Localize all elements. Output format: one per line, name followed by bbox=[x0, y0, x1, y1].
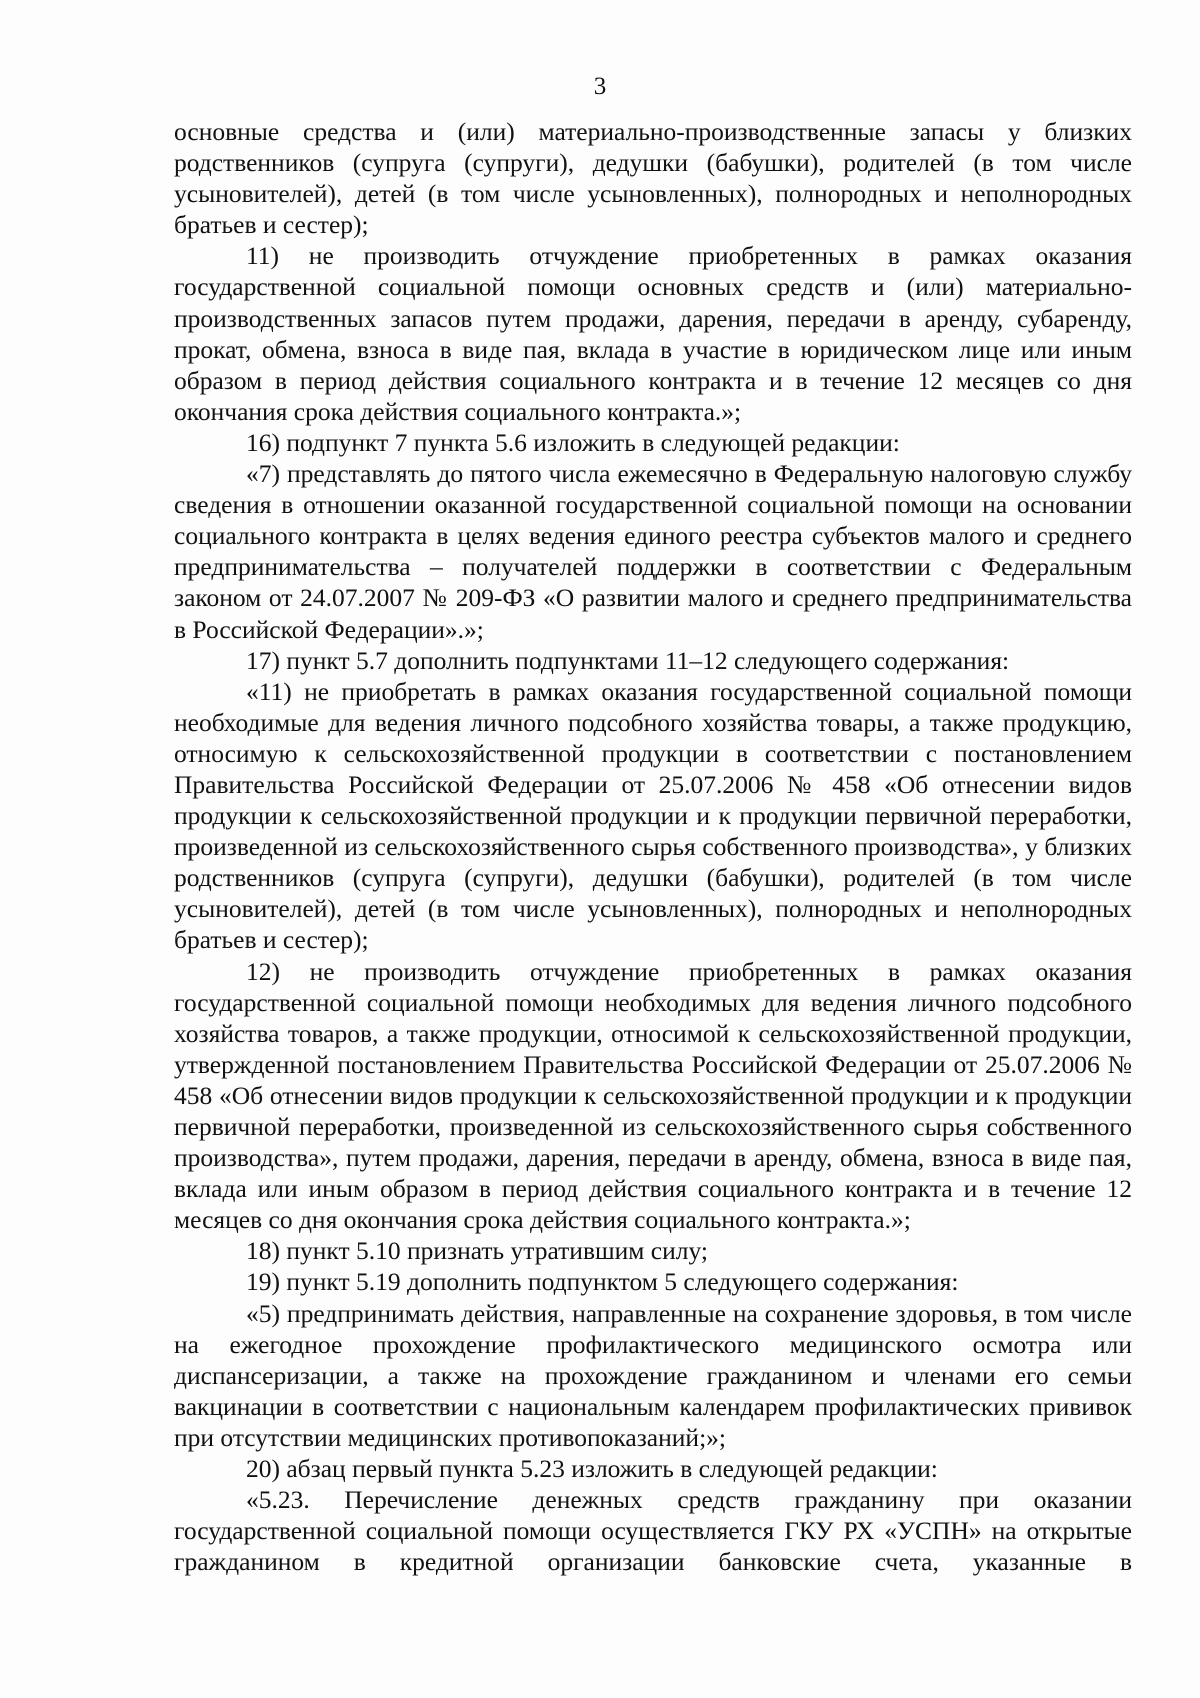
paragraph: «7) представлять до пятого числа ежемесячно в Федеральную налоговую службу сведения в отношении оказанной государственной социальной помощи на основании социального контракта в целях ведения единого реестра субъектов малого и среднего предпринимательства – получателей поддержки в соответствии с Федеральным законом от 24.07.2007 № 209-ФЗ «О развитии малого и среднего предпринимательства в Российской Федерации».»; bbox=[174, 459, 1132, 644]
paragraph: 20) абзац первый пункта 5.23 изложить в следующей редакции: bbox=[246, 1454, 938, 1484]
paragraph: 18) пункт 5.10 признать утратившим силу; bbox=[246, 1236, 708, 1266]
paragraph: «5) предпринимать действия, направленные на сохранение здоровья, в том числе на ежегодное прохождение профилактического медицинского осмотра или диспансеризации, а также на прохождение гражданином и членами его семьи вакцинации в соответствии с национальным календарем профилактических прививок при отсутствии медицинских противопоказаний;»; bbox=[174, 1298, 1132, 1452]
paragraph: 11) не производить отчуждение приобретенных в рамках оказания государственной социальной помощи основных средств и (или) материально-производственных запасов путем продажи, дарения, передачи в аренду, субаренду, прокат, обмена, взноса в виде пая, вклада в участие в юридическом лице или иным образом в период действия социального контракта и в течение 12 месяцев со дня окончания срока действия социального контракта.»; bbox=[174, 241, 1132, 426]
paragraph: 19) пункт 5.19 дополнить подпунктом 5 следующего содержания: bbox=[246, 1267, 959, 1297]
document-body bbox=[174, 116, 1132, 1577]
paragraph: 17) пункт 5.7 дополнить подпунктами 11–12 следующего содержания: bbox=[246, 645, 1010, 675]
paragraph: «11) не приобретать в рамках оказания государственной социальной помощи необходимые для ведения личного подсобного хозяйства товары, а также продукцию, относимую к сельскохозяйственной продукции в соответствии с постановлением Правительства Российской Федерации от 25.07.2006 № 458 «Об отнесении видов продукции к сельскохозяйственной продукции и к продукции первичной переработки, произведенной из сельскохозяйственного сырья собственного производства», у близких родственников (супруга (супруги), дедушки (бабушки), родителей (в том числе усыновителей), детей (в том числе усыновленных), полнородных и неполнородных братьев и сестер); bbox=[174, 676, 1132, 955]
paragraph: 12) не производить отчуждение приобретенных в рамках оказания государственной социальной помощи необходимых для ведения личного подсобного хозяйства товаров, а также продукции, относимой к сельскохозяйственной продукции, утвержденной постановлением Правительства Российской Федерации от 25.07.2006 № 458 «Об отнесении видов продукции к сельскохозяйственной продукции и к продукции первичной переработки, произведенной из сельскохозяйственного сырья собственного производства», путем продажи, дарения, передачи в аренду, обмена, взноса в виде пая, вклада или иным образом в период действия социального контракта и в течение 12 месяцев со дня окончания срока действия социального контракта.»; bbox=[174, 956, 1132, 1235]
page-number: 3 bbox=[593, 73, 607, 100]
paragraph: 16) подпункт 7 пункта 5.6 изложить в следующей редакции: bbox=[246, 427, 900, 457]
paragraph: «5.23. Перечисление денежных средств гражданину при оказании государственной социальной помощи осуществляется ГКУ РХ «УСПН» на открытые гражданином в кредитной организации банковские счета, указанные в bbox=[174, 1485, 1132, 1577]
paragraph: основные средства и (или) материально-производственные запасы у близких родственников (супруга (супруги), дедушки (бабушки), родителей (в том числе усыновителей), детей (в том числе усыновленных), полнородных и неполнородных братьев и сестер); bbox=[174, 117, 1132, 240]
